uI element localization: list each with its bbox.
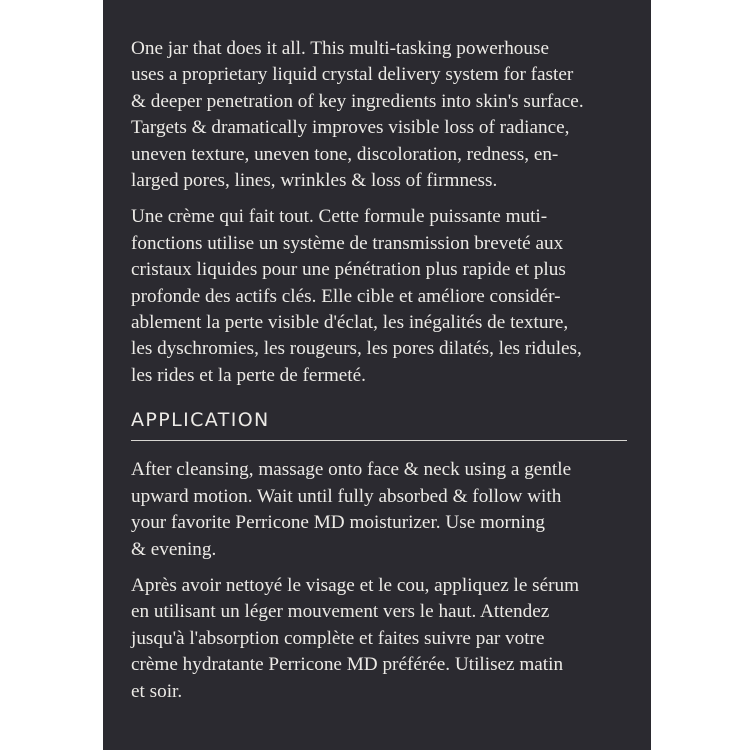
application-french: Après avoir nettoyé le visage et le cou, appliquez le sérum en utilisant un léger mouvement vers le haut. Attendez jusqu'à l'absorption complète et faites suivre par votre crème hydratante Perricone MD préférée. Utilisez matin et soir. [131,574,580,702]
section-divider [131,440,627,441]
description-english: One jar that does it all. This multi-tasking powerhouse uses a proprietary liquid crystal delivery system for faster & deeper penetration of key ingredients into skin's surface. Targets & dramatically improves visible loss of radiance, uneven texture, uneven tone, discoloration, redness, en- larged pores, lines, wrinkles & loss of firmness. [131,38,584,192]
application-heading: APPLICATION [131,409,270,432]
product-box-panel [103,0,651,750]
description-french: Une crème qui fait tout. Cette formule puissante muti- fonctions utilise un système de transmission breveté aux cristaux liquides pour une pénétration plus rapide et plus profonde des actifs clés. Elle cible et améliore considér- ablement la perte visible d'éclat, les inégalités de texture, les dyschromies, les rougeurs, les pores dilatés, les ridules, les rides et la perte de fermeté. [131,206,582,386]
application-english: After cleansing, massage onto face & neck using a gentle upward motion. Wait until fully absorbed & follow with your favorite Perricone MD moisturizer. Use morning & evening. [131,459,572,560]
